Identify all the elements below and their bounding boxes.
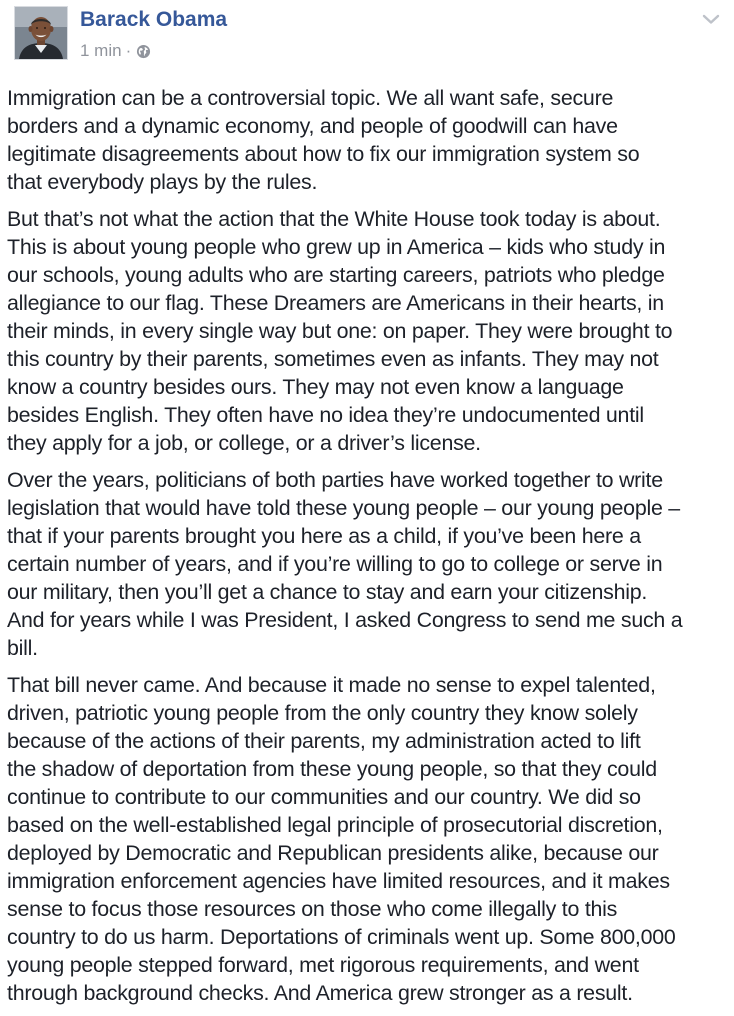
post-header — [14, 6, 720, 66]
post-paragraph: Immigration can be a controversial topic. We all want safe, secure borders and a dynamic economy, and people of goodwill can have legitimate disagreements about how to fix our immigration system so that everybody plays by the rules. — [7, 86, 640, 194]
post-paragraph: That bill never came. And because it made no sense to expel talented, driven, patriotic young people from the only country they know solely because of the actions of their parents, my administration acted to lift the shadow of deportation from these young people, so that they could continue to contribute to our communities and our country. We did so based on the well-established legal principle of prosecutorial discretion, deployed by Democratic and Republican presidents alike, because our immigration enforcement agencies have limited resources, and it makes sense to focus those resources on those who come illegally to this country to do us harm. Deportations of criminals went up. Some 800,000 young people stepped forward, met rigorous requirements, and went through background checks. And America grew stronger as a result. — [7, 673, 676, 1005]
meta-separator: · — [125, 41, 132, 60]
post-timestamp[interactable]: 1 min — [80, 41, 122, 60]
chevron-down-icon[interactable] — [702, 12, 720, 26]
author-name[interactable]: Barack Obama — [80, 8, 228, 31]
post-body — [7, 84, 729, 1016]
author-avatar[interactable] — [14, 6, 68, 60]
profile-photo — [15, 7, 67, 59]
post-paragraph: But that’s not what the action that the White House took today is about. This is about young people who grew up in America – kids who study in our schools, young adults who are starting careers, patriots who pledge allegiance to our flag. These Dreamers are Americans in their hearts, in their minds, in every single way but one: on paper. They were brought to this country by their parents, sometimes even as infants. They may not know a country besides ours. They may not even know a language besides English. They often have no idea they’re undocumented until they apply for a job, or college, or a driver’s license. — [7, 207, 673, 455]
post-paragraph: Over the years, politicians of both parties have worked together to write legislation that would have told these young people – our young people – that if your parents brought you here as a child, if you’ve been here a certain number of years, and if you’re willing to go to college or serve in our military, then you’ll get a chance to stay and earn your citizenship. And for years while I was President, I asked Congress to send me such a bill. — [7, 468, 683, 660]
globe-icon[interactable] — [136, 44, 151, 59]
post-meta — [80, 41, 151, 61]
